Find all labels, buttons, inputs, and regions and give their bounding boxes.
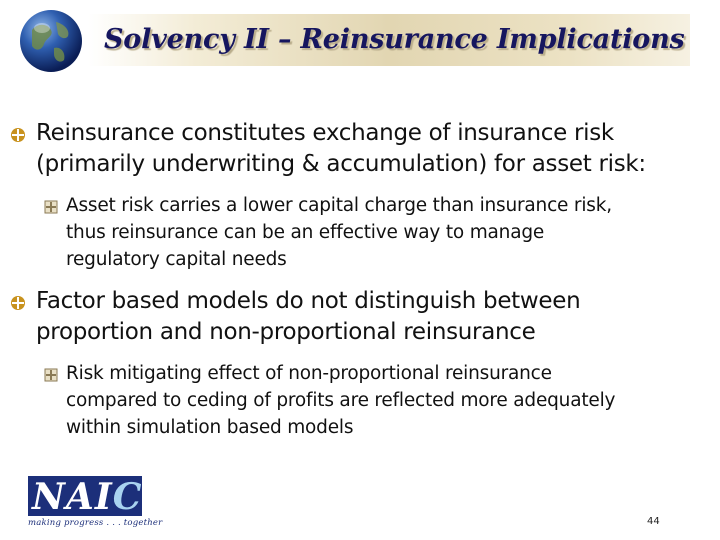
bullet-1-line-2: (primarily underwriting & accumulation) for asset risk: — [36, 151, 646, 177]
diamond-bullet-icon — [10, 127, 26, 143]
square-bullet-icon — [44, 368, 58, 382]
sub-bullet-1-line-2: thus reinsurance can be an effective way to manage — [66, 222, 545, 243]
sub-bullet-2-line-3: within simulation based models — [66, 417, 354, 438]
logo-tagline: making progress . . . together — [28, 518, 163, 528]
square-bullet-icon — [44, 200, 58, 214]
naic-logo — [24, 476, 163, 530]
sub-bullet-1 — [66, 192, 711, 273]
logo-letters-main: NAI — [32, 476, 113, 518]
sub-bullet-2-line-1: Risk mitigating effect of non-proportional reinsurance — [66, 363, 552, 384]
globe-icon — [18, 8, 84, 74]
logo-letter-c: C — [112, 476, 143, 518]
bullet-2-line-2: proportion and non-proportional reinsurance — [36, 319, 536, 345]
bullet-1-line-1: Reinsurance constitutes exchange of insurance risk — [36, 120, 614, 146]
bullet-1 — [36, 118, 706, 180]
bullet-2-line-1: Factor based models do not distinguish between — [36, 288, 581, 314]
sub-bullet-2-line-2: compared to ceding of profits are reflected more adequately — [66, 390, 616, 411]
sub-bullet-1-line-3: regulatory capital needs — [66, 249, 287, 270]
bullet-2 — [36, 286, 706, 348]
diamond-bullet-icon — [10, 295, 26, 311]
sub-bullet-1-line-1: Asset risk carries a lower capital charge than insurance risk, — [66, 195, 612, 216]
slide-title: Solvency II – Reinsurance Implications — [104, 24, 685, 55]
logo-letters — [32, 478, 142, 516]
page-number: 44 — [647, 516, 660, 527]
sub-bullet-2 — [66, 360, 711, 441]
